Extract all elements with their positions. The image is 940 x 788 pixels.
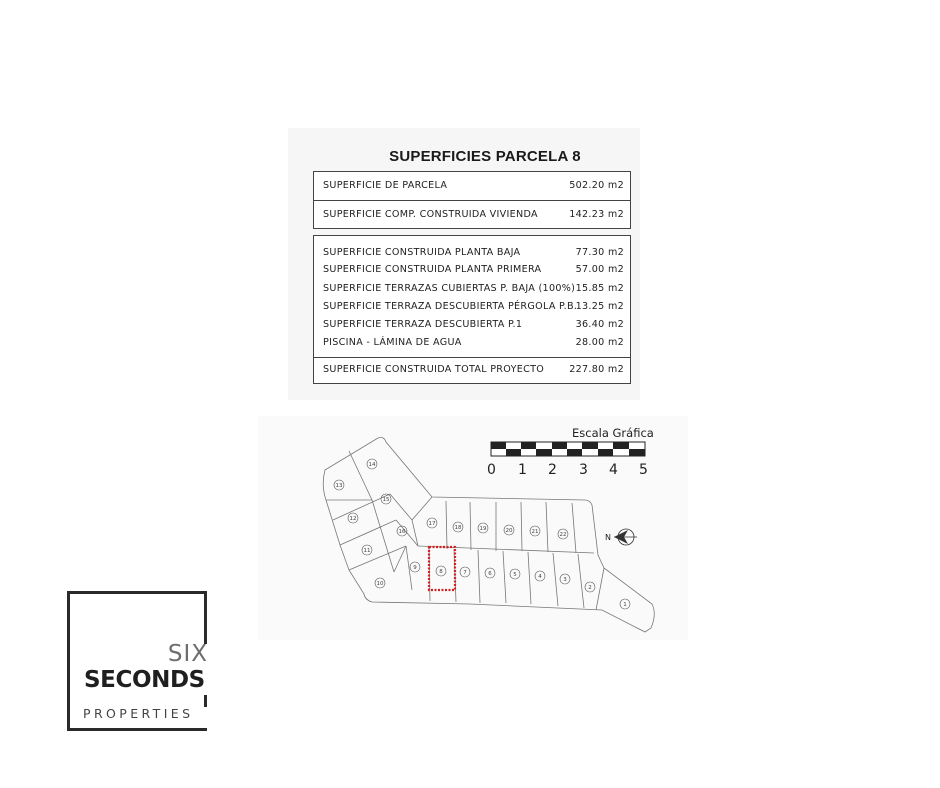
logo-word-properties: PROPERTIES <box>83 706 194 721</box>
plot-marker <box>504 525 514 535</box>
plot-number: 15 <box>382 497 390 503</box>
plot-number: 20 <box>505 528 513 534</box>
plot-number: 22 <box>559 532 567 538</box>
plot-number: 17 <box>428 521 436 527</box>
plot-number: 12 <box>349 516 357 522</box>
plot-marker <box>620 599 630 609</box>
plot-number: 5 <box>513 572 517 578</box>
logo-word-seconds: SECONDS <box>84 667 205 693</box>
row-label: SUPERFICIE CONSTRUIDA PLANTA BAJA <box>323 247 521 258</box>
scale-tick-label: 3 <box>579 462 588 478</box>
plot-marker <box>334 480 344 490</box>
row-label: SUPERFICIE TERRAZAS CUBIERTAS P. BAJA (100%) <box>323 283 576 294</box>
plot-marker <box>362 545 372 555</box>
plot-marker <box>560 574 570 584</box>
plot-number: 14 <box>368 462 376 468</box>
plot-number: 6 <box>488 571 492 577</box>
logo-frame-right-top <box>204 591 207 644</box>
plot-markers <box>334 459 630 609</box>
scale-tick-label: 5 <box>639 462 648 478</box>
plot-number: 11 <box>363 548 371 554</box>
plot-number: 2 <box>588 585 592 591</box>
row-label: SUPERFICIE CONSTRUIDA PLANTA PRIMERA <box>323 264 542 275</box>
plot-number: 19 <box>479 526 487 532</box>
plot-number: 21 <box>531 529 539 535</box>
logo-frame-right-bottom <box>204 695 207 707</box>
plot-marker <box>348 513 358 523</box>
plot-marker <box>535 571 545 581</box>
north-label: N <box>605 533 611 542</box>
row-label: SUPERFICIE COMP. CONSTRUIDA VIVIENDA <box>323 209 538 220</box>
row-value: 77.30 m2 <box>575 247 624 258</box>
plot-marker <box>510 569 520 579</box>
plot-marker <box>410 562 420 572</box>
plot-marker <box>436 566 446 576</box>
row-label: PISCINA - LÁMINA DE AGUA <box>323 337 462 348</box>
scale-tick-label: 1 <box>518 462 527 478</box>
plot-number: 3 <box>563 577 567 583</box>
plot-marker <box>367 459 377 469</box>
plot-number: 18 <box>454 525 462 531</box>
row-value: 57.00 m2 <box>575 264 624 275</box>
scale-tick-label: 0 <box>487 462 496 478</box>
row-value: 28.00 m2 <box>575 337 624 348</box>
row-value: 227.80 m2 <box>569 364 624 375</box>
graphic-scale <box>487 426 654 478</box>
brand-logo <box>67 591 207 731</box>
scale-tick-label: 2 <box>548 462 557 478</box>
row-label: SUPERFICIE CONSTRUIDA TOTAL PROYECTO <box>323 364 545 375</box>
row-value: 142.23 m2 <box>569 209 624 220</box>
plot-marker <box>453 522 463 532</box>
table-title: SUPERFICIES PARCELA 8 <box>389 148 581 165</box>
scale-tick-label: 4 <box>609 462 618 478</box>
row-value: 36.40 m2 <box>575 319 624 330</box>
plot-number: 16 <box>398 529 406 535</box>
row-value: 15.85 m2 <box>575 283 624 294</box>
row-label: SUPERFICIE TERRAZA DESCUBIERTA PÉRGOLA P.B. <box>323 301 578 312</box>
plot-marker <box>530 526 540 536</box>
plot-marker <box>485 568 495 578</box>
row-value: 502.20 m2 <box>569 180 624 191</box>
plot-number: 8 <box>439 569 443 575</box>
plot-marker <box>375 578 385 588</box>
plot-marker <box>585 582 595 592</box>
plot-number: 7 <box>463 570 467 576</box>
row-label: SUPERFICIE DE PARCELA <box>323 180 448 191</box>
plot-marker <box>558 529 568 539</box>
scale-label: Escala Gráfica <box>572 426 654 440</box>
plot-number: 9 <box>413 565 417 571</box>
plot-number: 13 <box>335 483 343 489</box>
logo-word-six: SIX <box>167 641 208 667</box>
plot-marker <box>478 523 488 533</box>
north-arrow-icon <box>605 529 637 545</box>
plot-number: 1 <box>623 602 627 608</box>
plot-number: 4 <box>538 574 542 580</box>
plot-marker <box>427 518 437 528</box>
plot-number: 10 <box>376 581 384 587</box>
plot-marker <box>460 567 470 577</box>
row-value: 13.25 m2 <box>575 301 624 312</box>
row-label: SUPERFICIE TERRAZA DESCUBIERTA P.1 <box>323 319 523 330</box>
